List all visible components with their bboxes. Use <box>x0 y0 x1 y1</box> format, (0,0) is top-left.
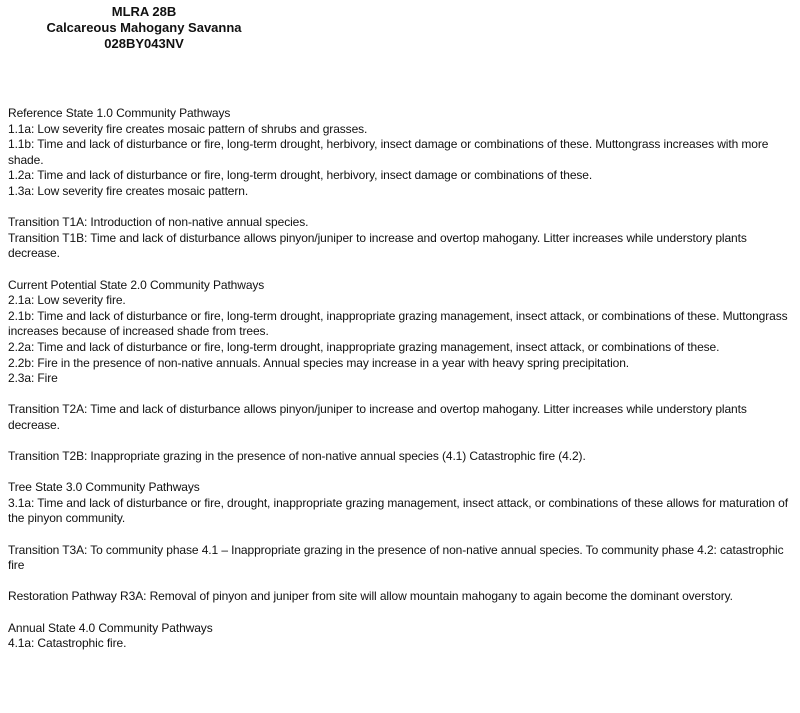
transition-line: Transition T2B: Inappropriate grazing in the presence of non-native annual species (4.1) Catastrophic fire (4.2). <box>8 449 586 464</box>
transition-t2a-section <box>8 402 794 433</box>
pathway-line: 1.1b: Time and lack of disturbance or fire, long-term drought, herbivory, insect damage or combinations of these. Muttongrass increases with more shade. <box>8 137 769 167</box>
restoration-pathway-section <box>8 589 794 605</box>
pathway-line: 2.2b: Fire in the presence of non-native annuals. Annual species may increase in a year with heavy spring precipitation. <box>8 355 630 370</box>
pathway-line: 4.1a: Catastrophic fire. <box>8 636 127 651</box>
transition-t1-section <box>8 215 794 262</box>
transition-line: Transition T2A: Time and lack of disturbance allows pinyon/juniper to increase and overtop mahogany. Litter increases while understory plants decrease. <box>8 402 747 432</box>
reference-state-section <box>8 106 794 200</box>
transition-t3a-section <box>8 543 794 574</box>
section-heading: Tree State 3.0 Community Pathways <box>8 480 200 495</box>
pathway-line: 2.1a: Low severity fire. <box>8 293 126 308</box>
current-potential-state-section <box>8 278 794 387</box>
pathway-line: 1.1a: Low severity fire creates mosaic pattern of shrubs and grasses. <box>8 121 368 136</box>
pathway-line: 2.1b: Time and lack of disturbance or fire, long-term drought, inappropriate grazing management, insect attack, or combinations of these. Muttongrass increases because of increased shade from trees. <box>8 308 788 339</box>
pathway-line: 2.3a: Fire <box>8 371 58 386</box>
mlra-title: MLRA 28B <box>111 4 177 19</box>
document-body <box>8 106 794 667</box>
section-heading: Current Potential State 2.0 Community Pathways <box>8 277 265 292</box>
section-heading: Annual State 4.0 Community Pathways <box>8 620 213 635</box>
tree-state-section <box>8 480 794 527</box>
document-header <box>0 4 288 52</box>
section-heading: Reference State 1.0 Community Pathways <box>8 106 231 120</box>
transition-line: Transition T3A: To community phase 4.1 – Inappropriate grazing in the presence of non-native annual species. To community phase 4.2: catastrophic fire <box>8 542 784 573</box>
pathway-line: 1.3a: Low severity fire creates mosaic pattern. <box>8 183 249 198</box>
transition-line: Transition T1B: Time and lack of disturbance allows pinyon/juniper to increase and overtop mahogany. Litter increases while understory plants decrease. <box>8 230 747 261</box>
annual-state-section <box>8 621 794 652</box>
restoration-line: Restoration Pathway R3A: Removal of pinyon and juniper from site will allow mountain mahogany to again become the dominant overstory. <box>8 589 733 604</box>
site-id: 028BY043NV <box>104 36 184 51</box>
site-name: Calcareous Mahogany Savanna <box>46 20 242 35</box>
transition-t2b-section <box>8 449 794 465</box>
transition-line: Transition T1A: Introduction of non-native annual species. <box>8 215 309 230</box>
pathway-line: 1.2a: Time and lack of disturbance or fire, long-term drought, herbivory, insect damage or combinations of these. <box>8 168 593 183</box>
pathway-line: 3.1a: Time and lack of disturbance or fire, drought, inappropriate grazing management, insect attack, or combinations of these allows for maturation of the pinyon community. <box>8 495 788 526</box>
pathway-line: 2.2a: Time and lack of disturbance or fire, long-term drought, inappropriate grazing management, insect attack, or combinations of these. <box>8 339 720 354</box>
